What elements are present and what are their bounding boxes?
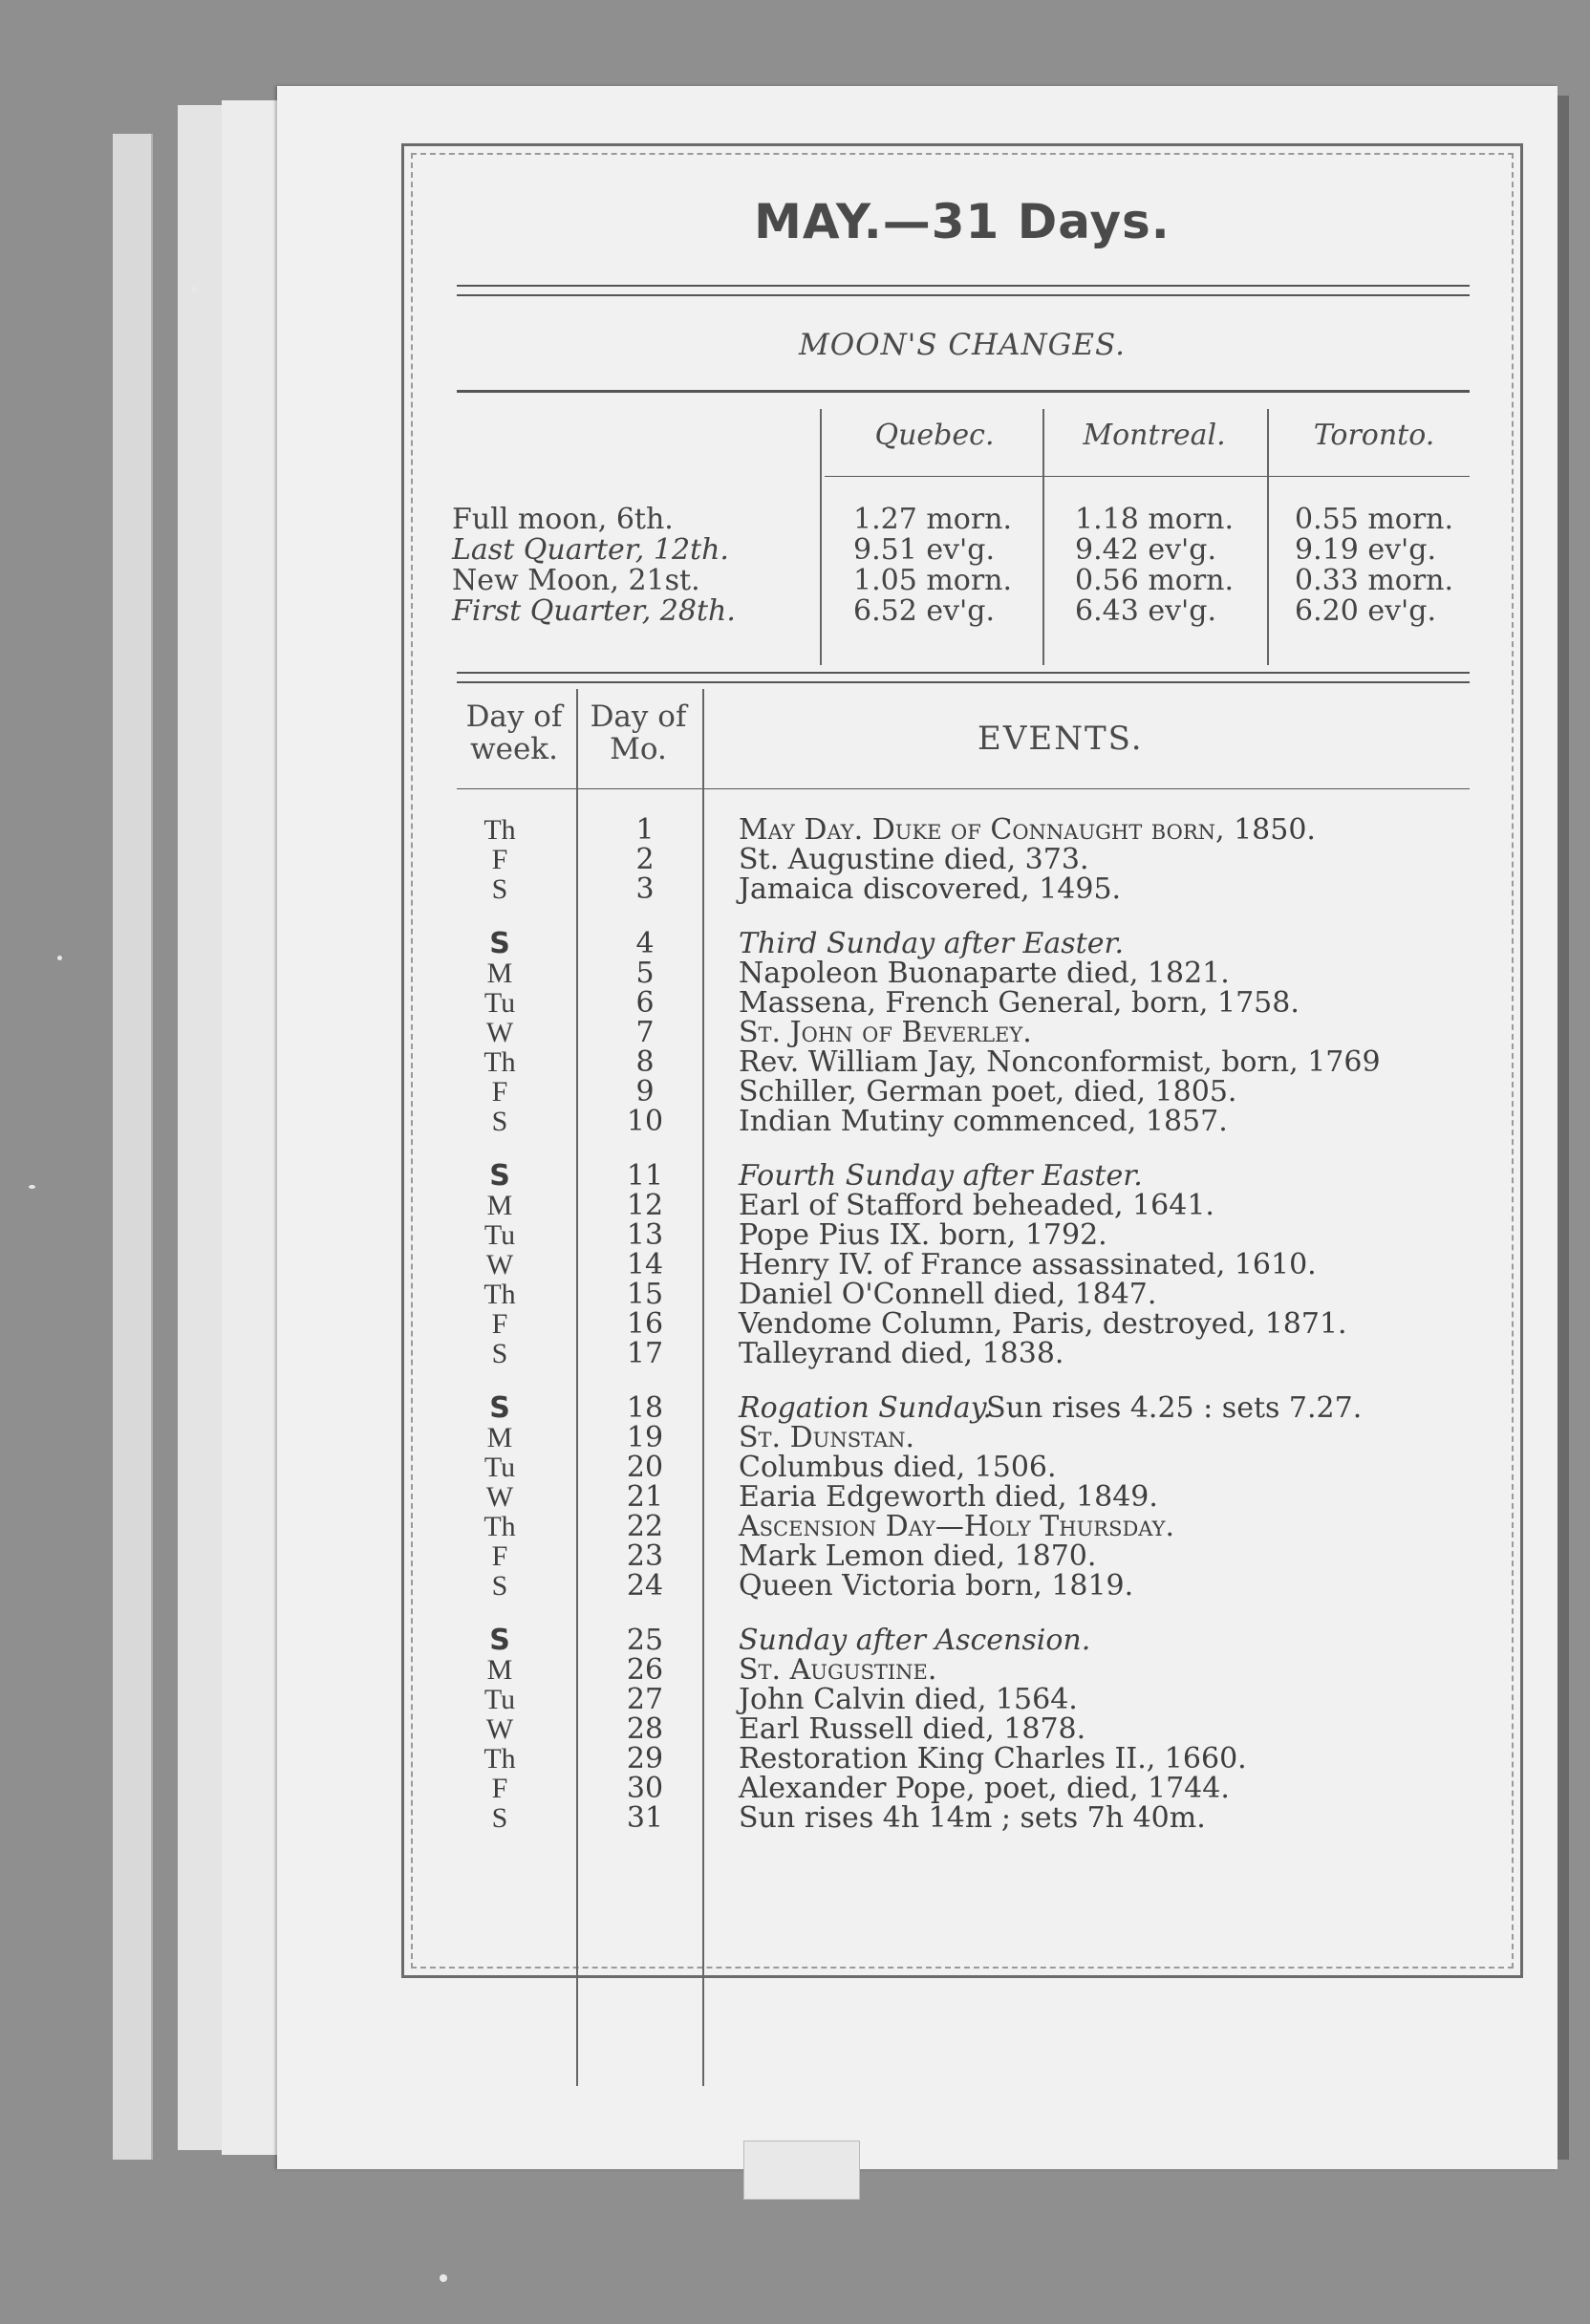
events-header-rule [457, 788, 1470, 789]
day-of-week: S [491, 1338, 508, 1369]
day-row [404, 1541, 1520, 1572]
event-text: Queen Victoria born, 1819. [739, 1569, 1134, 1603]
day-row [404, 1423, 1520, 1453]
day-of-month: 24 [626, 1569, 664, 1603]
day-of-week: Th [483, 1511, 516, 1542]
day-row [404, 1685, 1520, 1715]
moon-time-montreal: 1.18 morn. [1075, 503, 1235, 536]
day-row [404, 1803, 1520, 1834]
city-montreal: Montreal. [1083, 419, 1226, 452]
day-of-month: 4 [635, 927, 655, 960]
event-text: John Calvin died, 1564. [739, 1683, 1078, 1716]
day-of-week: S [491, 1106, 508, 1137]
book-page-stack [113, 134, 153, 2160]
moon-time-quebec: 1.05 morn. [853, 564, 1013, 597]
city-toronto: Toronto. [1313, 419, 1435, 452]
day-of-month: 23 [626, 1539, 664, 1573]
day-of-week: Tu [483, 987, 516, 1019]
day-of-week: F [491, 1076, 508, 1108]
day-of-week: S [489, 1391, 510, 1425]
day-of-month: 26 [626, 1653, 664, 1687]
moon-phase-label: Last Quarter, 12th. [452, 533, 729, 567]
day-of-month: 17 [626, 1337, 664, 1370]
moon-time-quebec: 9.51 ev'g. [853, 533, 996, 567]
event-text: St. Augustine died, 373. [739, 843, 1089, 876]
day-row [404, 929, 1520, 959]
day-row [404, 1512, 1520, 1542]
city-header-rule [825, 476, 1470, 477]
page-title: MAY.—31 Days. [754, 194, 1171, 249]
day-row [404, 1018, 1520, 1048]
day-of-month: 28 [626, 1712, 664, 1746]
day-of-week: Th [483, 1279, 516, 1310]
moon-col-divider [1267, 409, 1269, 665]
day-of-week: W [485, 1249, 514, 1280]
page-tab [743, 2141, 860, 2200]
day-of-week: F [491, 1773, 508, 1804]
event-text: Third Sunday after Easter. [739, 927, 1125, 960]
moon-time-quebec: 1.27 morn. [853, 503, 1013, 536]
day-of-month: 18 [626, 1391, 664, 1425]
day-of-month: 25 [626, 1624, 664, 1657]
day-row [404, 1452, 1520, 1483]
event-text: Mark Lemon died, 1870. [739, 1539, 1097, 1573]
day-of-month: 31 [626, 1801, 664, 1835]
day-of-month: 30 [626, 1772, 664, 1805]
event-text: Ascension Day—Holy Thursday. [739, 1510, 1175, 1543]
dust-speck [440, 2274, 447, 2282]
day-of-week: W [485, 1713, 514, 1745]
day-row [404, 1250, 1520, 1280]
day-of-week: F [491, 1540, 508, 1572]
day-of-month: 1 [635, 813, 655, 847]
event-text: Indian Mutiny commenced, 1857. [739, 1105, 1228, 1138]
day-of-month: 21 [626, 1480, 664, 1514]
event-text: Schiller, German poet, died, 1805. [739, 1075, 1237, 1108]
day-of-month: 27 [626, 1683, 664, 1716]
day-of-week: Th [483, 1046, 516, 1078]
day-row [404, 1714, 1520, 1745]
event-text: Columbus died, 1506. [739, 1451, 1057, 1484]
event-text: Napoleon Buonaparte died, 1821. [739, 957, 1230, 990]
day-of-week: S [491, 1570, 508, 1602]
event-text: Alexander Pope, poet, died, 1744. [739, 1772, 1230, 1805]
day-row [404, 815, 1520, 846]
event-text: Pope Pius IX. born, 1792. [739, 1218, 1107, 1252]
day-of-month: 9 [635, 1075, 655, 1108]
calendar-frame [401, 143, 1523, 1978]
day-of-week: F [491, 844, 508, 875]
moon-time-toronto: 6.20 ev'g. [1295, 594, 1437, 628]
moon-time-toronto: 0.33 morn. [1295, 564, 1454, 597]
city-quebec: Quebec. [874, 419, 995, 452]
day-of-month: 12 [626, 1189, 664, 1222]
event-text: Rev. William Jay, Nonconformist, born, 1769 [739, 1045, 1381, 1079]
event-text: Rogation Sunday. [739, 1391, 993, 1425]
moon-phase-label: Full moon, 6th. [452, 503, 674, 536]
col-head-day-of-month: Day of Mo. [590, 699, 687, 766]
book-spine [1558, 96, 1569, 2160]
moon-col-divider [820, 409, 822, 665]
day-row [404, 1393, 1520, 1424]
day-row [404, 1191, 1520, 1221]
event-text: Sun rises 4h 14m ; sets 7h 40m. [739, 1801, 1206, 1835]
day-of-week: S [489, 927, 510, 960]
day-of-week: F [491, 1308, 508, 1340]
day-of-month: 11 [626, 1159, 664, 1193]
day-row [404, 1744, 1520, 1775]
day-row [404, 1625, 1520, 1656]
day-row [404, 1655, 1520, 1686]
day-of-week: W [485, 1017, 514, 1048]
event-extra-text: Sun rises 4.25 : sets 7.27. [968, 1391, 1363, 1425]
title-rule [457, 294, 1470, 296]
moon-changes-heading: MOON'S CHANGES. [799, 328, 1126, 362]
day-row [404, 988, 1520, 1019]
day-of-month: 29 [626, 1742, 664, 1775]
day-of-week: S [491, 873, 508, 905]
day-of-month: 15 [626, 1278, 664, 1311]
event-text: St. Augustine. [739, 1653, 937, 1687]
day-row [404, 1161, 1520, 1192]
event-text: Earia Edgeworth died, 1849. [739, 1480, 1158, 1514]
dust-speck [191, 287, 197, 292]
day-of-week: S [489, 1159, 510, 1193]
day-of-month: 5 [635, 957, 655, 990]
event-text: Jamaica discovered, 1495. [739, 872, 1122, 906]
moon-time-montreal: 0.56 morn. [1075, 564, 1235, 597]
moon-phase-label: New Moon, 21st. [452, 564, 700, 597]
day-row [404, 1309, 1520, 1340]
moon-time-toronto: 0.55 morn. [1295, 503, 1454, 536]
day-of-month: 20 [626, 1451, 664, 1484]
events-top-rule [457, 681, 1470, 683]
day-of-week: S [489, 1624, 510, 1657]
day-row [404, 845, 1520, 875]
day-of-week: M [486, 1422, 513, 1453]
event-text: St. John of Beverley. [739, 1016, 1032, 1049]
day-of-month: 22 [626, 1510, 664, 1543]
day-of-week: Th [483, 814, 516, 846]
event-text: Earl Russell died, 1878. [739, 1712, 1086, 1746]
day-of-week: Th [483, 1743, 516, 1775]
day-row [404, 1077, 1520, 1108]
day-of-week: M [486, 1190, 513, 1221]
day-row [404, 1571, 1520, 1602]
day-row [404, 1339, 1520, 1369]
event-text: Restoration King Charles II., 1660. [739, 1742, 1247, 1775]
day-of-week: Tu [483, 1684, 516, 1715]
day-of-week: M [486, 1654, 513, 1686]
day-row [404, 1047, 1520, 1078]
day-row [404, 958, 1520, 989]
event-text: Talleyrand died, 1838. [739, 1337, 1064, 1370]
day-of-week: Tu [483, 1219, 516, 1251]
day-of-month: 6 [635, 986, 655, 1020]
moon-time-toronto: 9.19 ev'g. [1295, 533, 1437, 567]
day-of-week: Tu [483, 1452, 516, 1483]
event-text: Vendome Column, Paris, destroyed, 1871. [739, 1307, 1347, 1341]
day-row [404, 1774, 1520, 1804]
day-row [404, 1482, 1520, 1513]
day-of-week: S [491, 1802, 508, 1834]
day-of-month: 7 [635, 1016, 655, 1049]
day-of-month: 14 [626, 1248, 664, 1281]
day-of-month: 3 [635, 872, 655, 906]
dust-speck [57, 956, 62, 960]
moon-phase-label: First Quarter, 28th. [452, 594, 736, 628]
event-text: May Day. Duke of Connaught born, 1850. [739, 813, 1316, 847]
event-text: Massena, French General, born, 1758. [739, 986, 1300, 1020]
event-text: Daniel O'Connell died, 1847. [739, 1278, 1157, 1311]
day-of-month: 13 [626, 1218, 664, 1252]
event-text: Sunday after Ascension. [739, 1624, 1091, 1657]
events-top-rule [457, 672, 1470, 674]
day-of-month: 10 [626, 1105, 664, 1138]
event-text: Henry IV. of France assassinated, 1610. [739, 1248, 1317, 1281]
event-text: Fourth Sunday after Easter. [739, 1159, 1143, 1193]
col-head-day-of-week: Day of week. [465, 699, 563, 766]
col-head-events: EVENTS. [978, 720, 1144, 758]
day-of-week: M [486, 958, 513, 989]
day-of-week: W [485, 1481, 514, 1513]
day-row [404, 1220, 1520, 1251]
moon-table-top-rule [457, 390, 1470, 393]
moon-time-montreal: 9.42 ev'g. [1075, 533, 1217, 567]
day-of-month: 2 [635, 843, 655, 876]
day-of-month: 8 [635, 1045, 655, 1079]
day-row [404, 1280, 1520, 1310]
moon-time-montreal: 6.43 ev'g. [1075, 594, 1217, 628]
moon-time-quebec: 6.52 ev'g. [853, 594, 996, 628]
day-row [404, 1107, 1520, 1137]
event-text: St. Dunstan. [739, 1421, 915, 1454]
moon-col-divider [1042, 409, 1044, 665]
day-row [404, 874, 1520, 905]
title-rule [457, 285, 1470, 287]
event-text: Earl of Stafford beheaded, 1641. [739, 1189, 1214, 1222]
dust-speck [29, 1185, 35, 1189]
day-of-month: 16 [626, 1307, 664, 1341]
day-of-month: 19 [626, 1421, 664, 1454]
